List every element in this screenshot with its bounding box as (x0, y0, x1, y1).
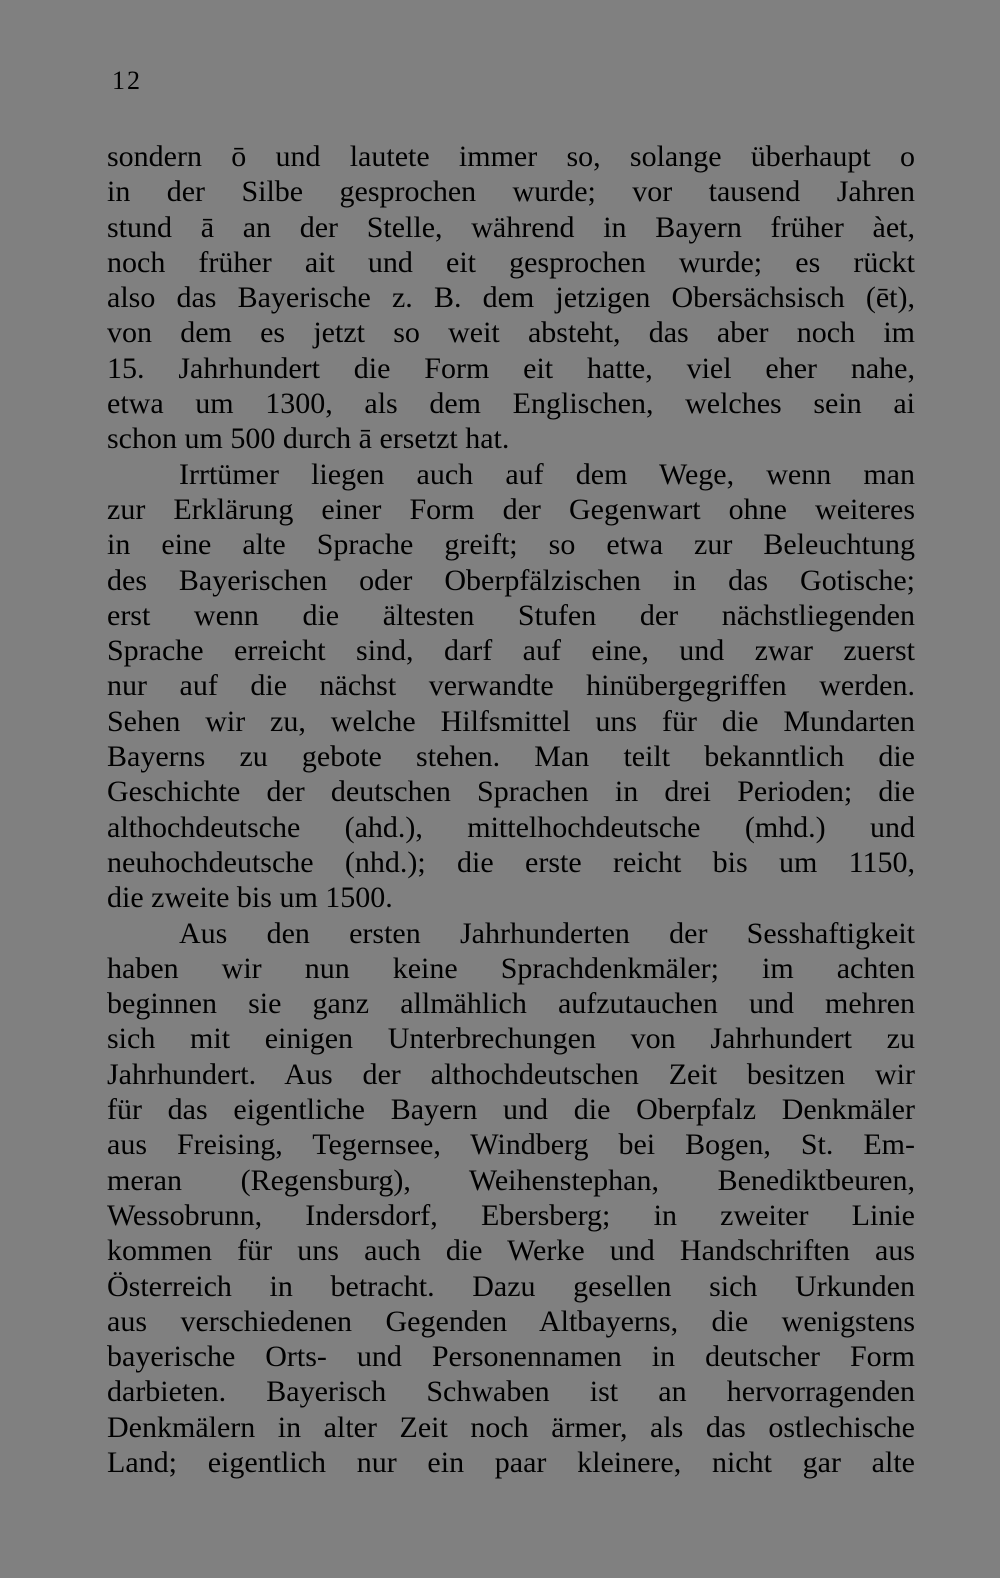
paragraph-start-line: Aus den ersten Jahrhunderten der Sesshaftigkeit (179, 916, 915, 950)
page-number: 12 (112, 66, 142, 95)
text-line: Jahrhundert. Aus der althochdeutschen Zeit besitzen wir (107, 1057, 915, 1091)
text-line: meran (Regensburg), Weihenstephan, Benediktbeuren, (107, 1163, 915, 1197)
text-line: Sehen wir zu, welche Hilfsmittel uns für die Mundarten (107, 704, 915, 738)
text-line: bayerische Orts- und Personennamen in deutscher Form (107, 1340, 915, 1374)
body-text (107, 139, 915, 1480)
text-line: Wessobrunn, Indersdorf, Ebersberg; in zweiter Linie (107, 1198, 915, 1232)
text-line: stund ā an der Stelle, während in Bayern früher àet, (107, 210, 915, 244)
text-line: in der Silbe gesprochen wurde; vor tausend Jahren (107, 175, 915, 209)
text-line: beginnen sie ganz allmählich aufzutauchen und mehren (107, 987, 915, 1021)
text-line: von dem es jetzt so weit absteht, das aber noch im (107, 316, 915, 350)
text-line: sondern ō und lautete immer so, solange überhaupt o (107, 140, 915, 173)
text-line: aus Freising, Tegernsee, Windberg bei Bogen, St. Em- (107, 1128, 915, 1162)
text-line: Geschichte der deutschen Sprachen in drei Perioden; die (107, 775, 915, 809)
text-line: etwa um 1300, als dem Englischen, welches sein ai (107, 387, 915, 421)
text-line: des Bayerischen oder Oberpfälzischen in das Gotische; (107, 563, 915, 597)
text-line: kommen für uns auch die Werke und Handschriften aus (107, 1234, 915, 1268)
text-line: Sprache erreicht sind, darf auf eine, und zwar zuerst (107, 634, 915, 668)
text-line: neuhochdeutsche (nhd.); die erste reicht bis um 1150, (107, 845, 915, 879)
text-line: also das Bayerische z. B. dem jetzigen Obersächsisch (ēt), (107, 281, 915, 315)
text-line: aus verschiedenen Gegenden Altbayerns, die wenigstens (107, 1304, 915, 1338)
paragraph-start-line: Irrtümer liegen auch auf dem Wege, wenn man (179, 457, 915, 491)
text-line: erst wenn die ältesten Stufen der nächstliegenden (107, 598, 915, 632)
text-line: zur Erklärung einer Form der Gegenwart ohne weiteres (107, 492, 915, 526)
text-line: 15. Jahrhundert die Form eit hatte, viel eher nahe, (107, 351, 915, 385)
text-line: Land; eigentlich nur ein paar kleinere, nicht gar alte (107, 1445, 915, 1479)
text-line: die zweite bis um 1500. (107, 881, 393, 915)
text-line: sich mit einigen Unterbrechungen von Jahrhundert zu (107, 1022, 915, 1056)
text-line: darbieten. Bayerisch Schwaben ist an hervorragenden (107, 1375, 915, 1409)
text-line: noch früher ait und eit gesprochen wurde; es rückt (107, 245, 915, 279)
text-line: Denkmälern in alter Zeit noch ärmer, als das ostlechische (107, 1410, 915, 1444)
text-line: althochdeutsche (ahd.), mittelhochdeutsche (mhd.) und (107, 810, 915, 844)
text-line: Bayerns zu gebote stehen. Man teilt bekanntlich die (107, 740, 915, 774)
text-line: Österreich in betracht. Dazu gesellen sich Urkunden (107, 1269, 915, 1303)
text-line: schon um 500 durch ā ersetzt hat. (107, 422, 510, 456)
text-line: für das eigentliche Bayern und die Oberpfalz Denkmäler (107, 1093, 915, 1127)
text-line: nur auf die nächst verwandte hinübergegriffen werden. (107, 669, 915, 703)
text-line: haben wir nun keine Sprachdenkmäler; im achten (107, 951, 915, 985)
text-line: in eine alte Sprache greift; so etwa zur Beleuchtung (107, 528, 915, 562)
